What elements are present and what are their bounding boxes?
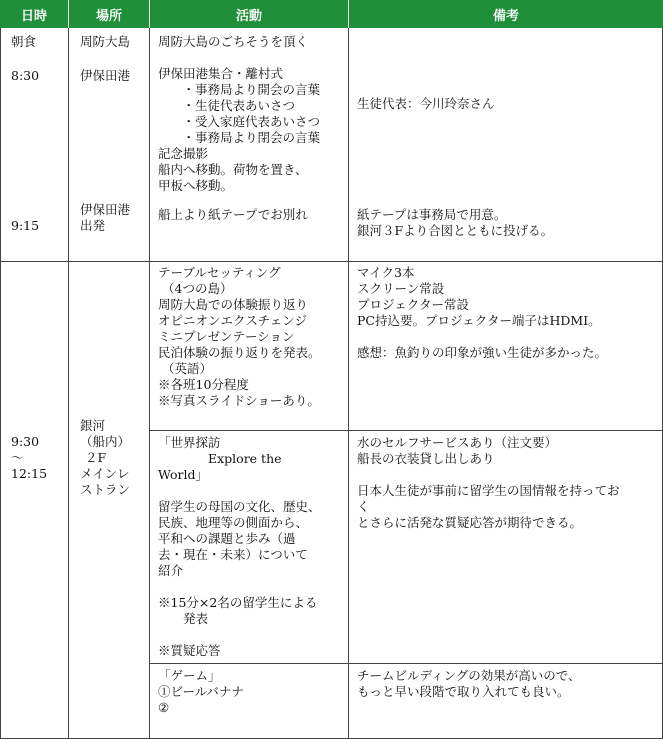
grid-line	[149, 430, 663, 431]
activity-line: 民泊体験の振り返りを発表。	[158, 345, 321, 360]
notes-line	[357, 467, 620, 483]
section2-time	[11, 434, 47, 482]
place-line: 銀河	[80, 418, 106, 433]
place-915-line: 伊保田港	[80, 202, 131, 217]
grid-line	[68, 28, 69, 739]
notes-line: PC持込要。プロジェクター端子はHDMI。	[357, 313, 601, 328]
activity-line: 紹介	[158, 563, 184, 578]
notes-line: もっと早い段階で取り入れても良い。	[357, 684, 570, 699]
activity-line: 留学生の母国の文化、歴史、	[158, 499, 321, 514]
header-notes: 備考	[349, 0, 663, 28]
notes-line: 銀河３Fより合図とともに投げる。	[357, 223, 554, 238]
activity-breakfast: 周防大島のごちそうを頂く	[158, 34, 309, 49]
activity-line: テーブルセッティング	[158, 265, 281, 280]
grid-line	[149, 28, 150, 739]
activity-line: 去・現在・未来）について	[158, 547, 308, 562]
activity-line	[158, 579, 321, 595]
activity-line: 伊保田港集合・離村式	[158, 66, 284, 81]
activity-line: オピニオンエクスチェンジ	[158, 313, 307, 328]
section2-place	[80, 418, 130, 498]
time-line: 12:15	[11, 466, 48, 481]
activity-line: ※各班10分程度	[158, 377, 249, 392]
row3-activity	[158, 668, 244, 716]
activity-line: 船内へ移動。荷物を置き、	[158, 162, 308, 177]
place-line: ストラン	[80, 482, 131, 497]
activity-line: 発表	[158, 611, 209, 626]
activity-line: 甲板へ移動。	[158, 178, 234, 193]
activity-line: ※15分×2名の留学生による	[158, 595, 318, 610]
activity-line: ・生徒代表あいさつ	[170, 98, 296, 113]
activity-line: 平和への課題と歩み（過	[158, 531, 296, 546]
notes-line: チームビルディングの効果が高いので、	[357, 668, 581, 683]
time-915: 9:15	[11, 218, 40, 233]
place-line: ２F	[85, 450, 107, 465]
activity-line: （4つの島）	[162, 281, 233, 296]
place-breakfast: 周防大島	[80, 34, 131, 49]
notes-line: 船長の衣装貸し出しあり	[357, 451, 495, 466]
place-915	[80, 202, 130, 234]
activity-line: ②	[158, 700, 170, 715]
activity-line: ※質疑応答	[158, 643, 221, 658]
notes-line: マイク3本	[357, 265, 415, 280]
notes-line	[357, 329, 607, 345]
grid-line	[149, 663, 663, 664]
time-breakfast: 朝食	[11, 34, 37, 49]
activity-line: ・事務局より閉会の言葉	[170, 130, 321, 145]
row1-notes	[357, 265, 607, 361]
activity-line: ・事務局より開会の言葉	[170, 82, 321, 97]
activity-line	[158, 627, 321, 643]
place-line: メインレ	[80, 466, 130, 481]
activity-line: 民族、地理等の側面から、	[158, 515, 309, 530]
place-915-line: 出発	[80, 218, 106, 233]
row3-notes	[357, 668, 581, 700]
header-activity: 活動	[150, 0, 348, 28]
notes-line: 感想：魚釣りの印象が強い生徒が多かった。	[357, 345, 608, 360]
notes-915	[357, 207, 553, 239]
grid-line	[348, 28, 349, 739]
activity-line: World」	[158, 467, 209, 482]
time-line: 9:30	[11, 434, 40, 449]
activity-line: Explore the	[158, 451, 282, 466]
grid-line	[0, 28, 1, 739]
time-line: ～	[11, 450, 24, 465]
notes-line: 紙テープは事務局で用意。	[357, 207, 507, 222]
activity-line: 周防大島での体験振り返り	[158, 297, 309, 312]
notes-line: とさらに活発な質疑応答が期待できる。	[357, 515, 583, 530]
activity-line: ・受入家庭代表あいさつ	[170, 114, 321, 129]
activity-line: （英語）	[162, 361, 213, 376]
time-830: 8:30	[11, 68, 40, 83]
activity-line: ①ビールバナナ	[158, 684, 244, 699]
row2-notes	[357, 435, 620, 531]
row1-activity	[158, 265, 321, 409]
activity-line: ※写真スライドショーあり。	[158, 393, 320, 408]
header-date: 日時	[0, 0, 68, 28]
activity-line: ミニプレゼンテーション	[158, 329, 295, 344]
grid-line	[0, 261, 663, 262]
notes-line: く	[357, 499, 370, 514]
notes-line: プロジェクター常設	[357, 297, 470, 312]
row2-activity	[158, 435, 321, 659]
notes-line: スクリーン常設	[357, 281, 445, 296]
activity-line: 記念撮影	[158, 146, 209, 161]
notes-line: 日本人生徒が事前に留学生の国情報を持ってお	[357, 483, 620, 498]
notes-line: 水のセルフサービスあり（注文要）	[357, 435, 558, 450]
activity-830	[158, 66, 320, 194]
activity-line	[158, 483, 321, 499]
activity-line: 「ゲーム」	[158, 668, 221, 683]
activity-915: 船上より紙テープでお別れ	[158, 207, 308, 222]
header-place: 場所	[69, 0, 149, 28]
notes-830: 生徒代表：今川玲奈さん	[357, 96, 495, 111]
place-line: （船内）	[80, 434, 131, 449]
place-830: 伊保田港	[80, 68, 131, 83]
activity-line: 「世界探訪	[158, 435, 221, 450]
